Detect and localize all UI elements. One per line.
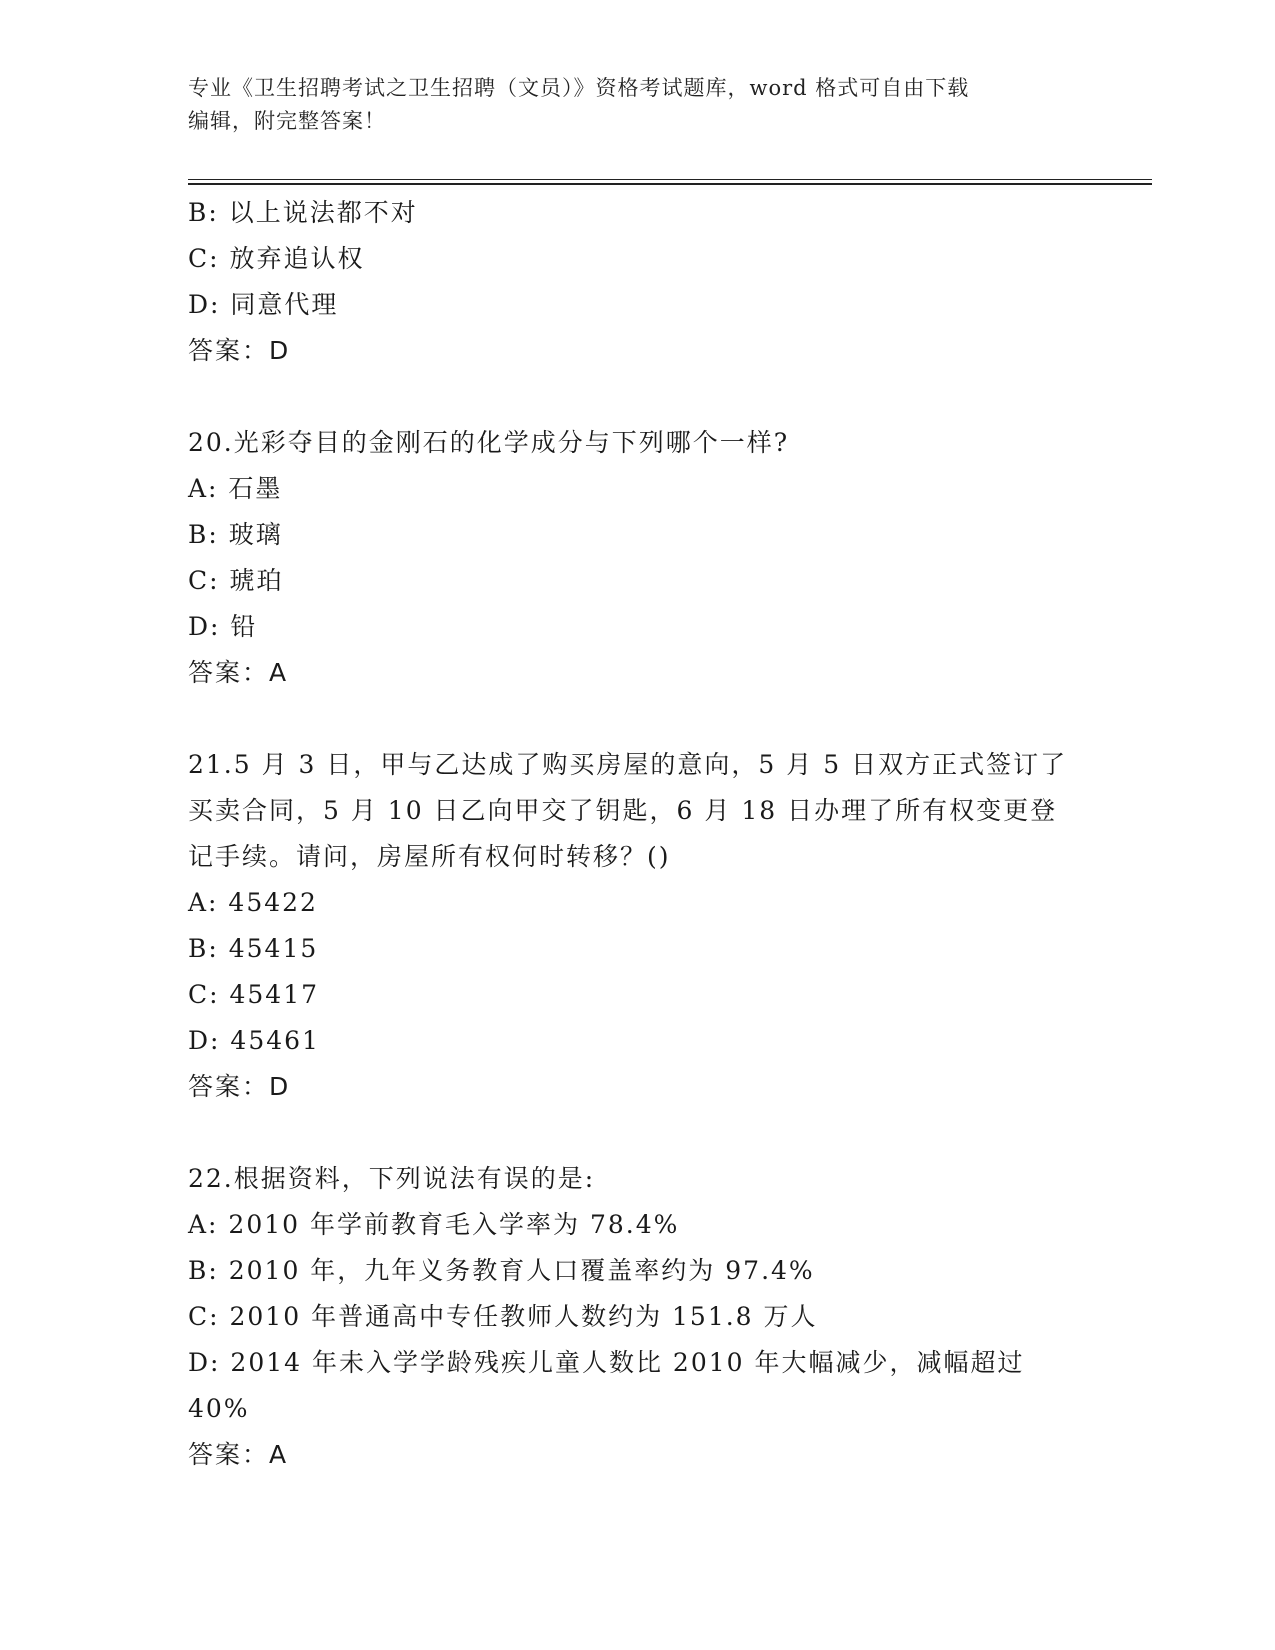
header-rule-thin <box>188 179 1152 180</box>
q22-option-a: A: 2010 年学前教育毛入学率为 78.4% <box>188 1210 680 1239</box>
document-header <box>188 72 1088 138</box>
question-19-block <box>188 190 1088 374</box>
question-22-block <box>188 1156 1088 1478</box>
question-20-block <box>188 420 1088 696</box>
q19-option-c: C: 放弃追认权 <box>188 244 365 273</box>
q22-answer: 答案：A <box>188 1440 289 1469</box>
q20-option-c: C: 琥珀 <box>188 566 284 595</box>
q19-answer: 答案：D <box>188 336 291 365</box>
q21-option-c: C: 45417 <box>188 980 320 1009</box>
q22-option-b: B: 2010 年，九年义务教育人口覆盖率约为 97.4% <box>188 1256 815 1285</box>
q21-option-d: D: 45461 <box>188 1026 320 1055</box>
q19-option-b: B: 以上说法都不对 <box>188 198 418 227</box>
q19-option-d: D: 同意代理 <box>188 290 339 319</box>
q20-option-b: B: 玻璃 <box>188 520 283 549</box>
q20-option-a: A: 石墨 <box>188 474 283 503</box>
q22-option-d: D: 2014 年未入学学龄残疾儿童人数比 2010 年大幅减少，减幅超过 40% <box>188 1348 1035 1423</box>
header-line-1: 专业《卫生招聘考试之卫生招聘（文员）》资格考试题库，word 格式可自由下载 <box>188 76 970 100</box>
question-list <box>188 190 1088 1524</box>
q20-option-d: D: 铅 <box>188 612 258 641</box>
question-21-block <box>188 742 1088 1110</box>
header-line-2: 编辑，附完整答案！ <box>188 109 386 133</box>
header-rule-thick <box>188 183 1152 185</box>
q20-question: 20.光彩夺目的金刚石的化学成分与下列哪个一样? <box>188 428 790 457</box>
q21-question: 21.5 月 3 日，甲与乙达成了购买房屋的意向，5 月 5 日双方正式签订了买卖合同，5 月 10 日乙向甲交了钥匙，6 月 18 日办理了所有权变更登记手续。请问，房屋所有权何时转移？() <box>188 750 1068 871</box>
q21-answer: 答案：D <box>188 1072 291 1101</box>
q20-answer: 答案：A <box>188 658 289 687</box>
q22-option-c: C: 2010 年普通高中专任教师人数约为 151.8 万人 <box>188 1302 818 1331</box>
q21-option-b: B: 45415 <box>188 934 319 963</box>
q22-question: 22.根据资料，下列说法有误的是: <box>188 1164 596 1193</box>
q21-option-a: A: 45422 <box>188 888 318 917</box>
